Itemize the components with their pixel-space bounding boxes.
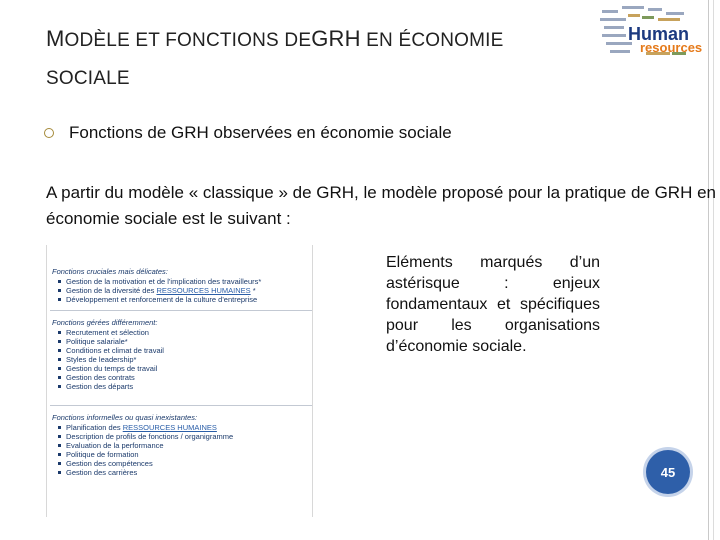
figure-list-item: Gestion des contrats — [58, 373, 316, 382]
intro-paragraph: A partir du modèle « classique » de GRH, le modèle proposé pour la pratique de GRH en économie sociale est le suivant : — [46, 183, 716, 228]
slide-title-line-1: MODÈLE ET FONCTIONS DEGRH EN ÉCONOMIE — [46, 26, 504, 51]
square-bullet-icon — [58, 358, 61, 361]
square-bullet-icon — [58, 331, 61, 334]
figure-list-item: Evaluation de la performance — [58, 441, 316, 450]
square-bullet-icon — [58, 435, 61, 438]
figure-left-edge — [46, 245, 47, 517]
figure-divider — [50, 405, 312, 406]
page-number-badge: 45 — [646, 450, 690, 494]
square-bullet-icon — [58, 462, 61, 465]
bullet-item — [44, 120, 452, 146]
square-bullet-icon — [58, 340, 61, 343]
logo-word-human: Human — [628, 24, 690, 44]
figure-list-item: Développement et renforcement de la culture d'entreprise — [58, 295, 316, 304]
hollow-circle-bullet-icon — [44, 128, 54, 138]
human-resources-logo — [598, 2, 703, 58]
square-bullet-icon — [58, 376, 61, 379]
figure-link[interactable]: RESSOURCES HUMAINES — [122, 423, 217, 432]
figure-section-title: Fonctions gérées différemment: — [52, 318, 158, 327]
square-bullet-icon — [58, 444, 61, 447]
logo-word-resources: resources — [640, 40, 703, 55]
figure-list-item: Gestion de la motivation et de l'implication des travailleurs* — [58, 277, 316, 286]
figure-list-item: Gestion des carrières — [58, 468, 316, 477]
figure-list-item: Planification des RESSOURCES HUMAINES — [58, 423, 316, 432]
figure-section-informal — [46, 413, 316, 477]
square-bullet-icon — [58, 426, 61, 429]
asterisk-note: Eléments marqués d’un astérisque : enjeux fondamentaux et spécifiques pour les organisations d’économie sociale. — [386, 254, 600, 355]
square-bullet-icon — [58, 385, 61, 388]
figure-divider — [50, 310, 312, 311]
figure-right-edge — [312, 245, 313, 517]
figure-list-item: Recrutement et sélection — [58, 328, 316, 337]
slide-title-line-2: SOCIALE — [46, 68, 130, 89]
slide-title — [46, 20, 586, 98]
figure-list-item: Politique de formation — [58, 450, 316, 459]
figure-section-title: Fonctions informelles ou quasi inexistantes: — [52, 413, 198, 422]
figure-section-title: Fonctions cruciales mais délicates: — [52, 267, 168, 276]
square-bullet-icon — [58, 349, 61, 352]
bullet-text: Fonctions de GRH observées en économie sociale — [69, 123, 452, 142]
square-bullet-icon — [58, 453, 61, 456]
slide-border-line-inner — [713, 0, 714, 540]
square-bullet-icon — [58, 471, 61, 474]
square-bullet-icon — [58, 367, 61, 370]
figure-list-item: Description de profils de fonctions / organigramme — [58, 432, 316, 441]
figure-link[interactable]: RESSOURCES HUMAINES — [156, 286, 251, 295]
figure-list-item: Gestion de la diversité des RESSOURCES HUMAINES * — [58, 286, 316, 295]
square-bullet-icon — [58, 280, 61, 283]
figure-section-crucial — [46, 267, 316, 304]
figure-list-item: Conditions et climat de travail — [58, 346, 316, 355]
grh-functions-figure — [46, 245, 316, 517]
figure-list-item: Gestion du temps de travail — [58, 364, 316, 373]
square-bullet-icon — [58, 289, 61, 292]
slide-border-line — [708, 0, 709, 540]
figure-list-item: Politique salariale* — [58, 337, 316, 346]
figure-section-managed-differently — [46, 318, 316, 391]
figure-list-item: Gestion des compétences — [58, 459, 316, 468]
figure-list-item: Styles de leadership* — [58, 355, 316, 364]
square-bullet-icon — [58, 298, 61, 301]
figure-list-item: Gestion des départs — [58, 382, 316, 391]
